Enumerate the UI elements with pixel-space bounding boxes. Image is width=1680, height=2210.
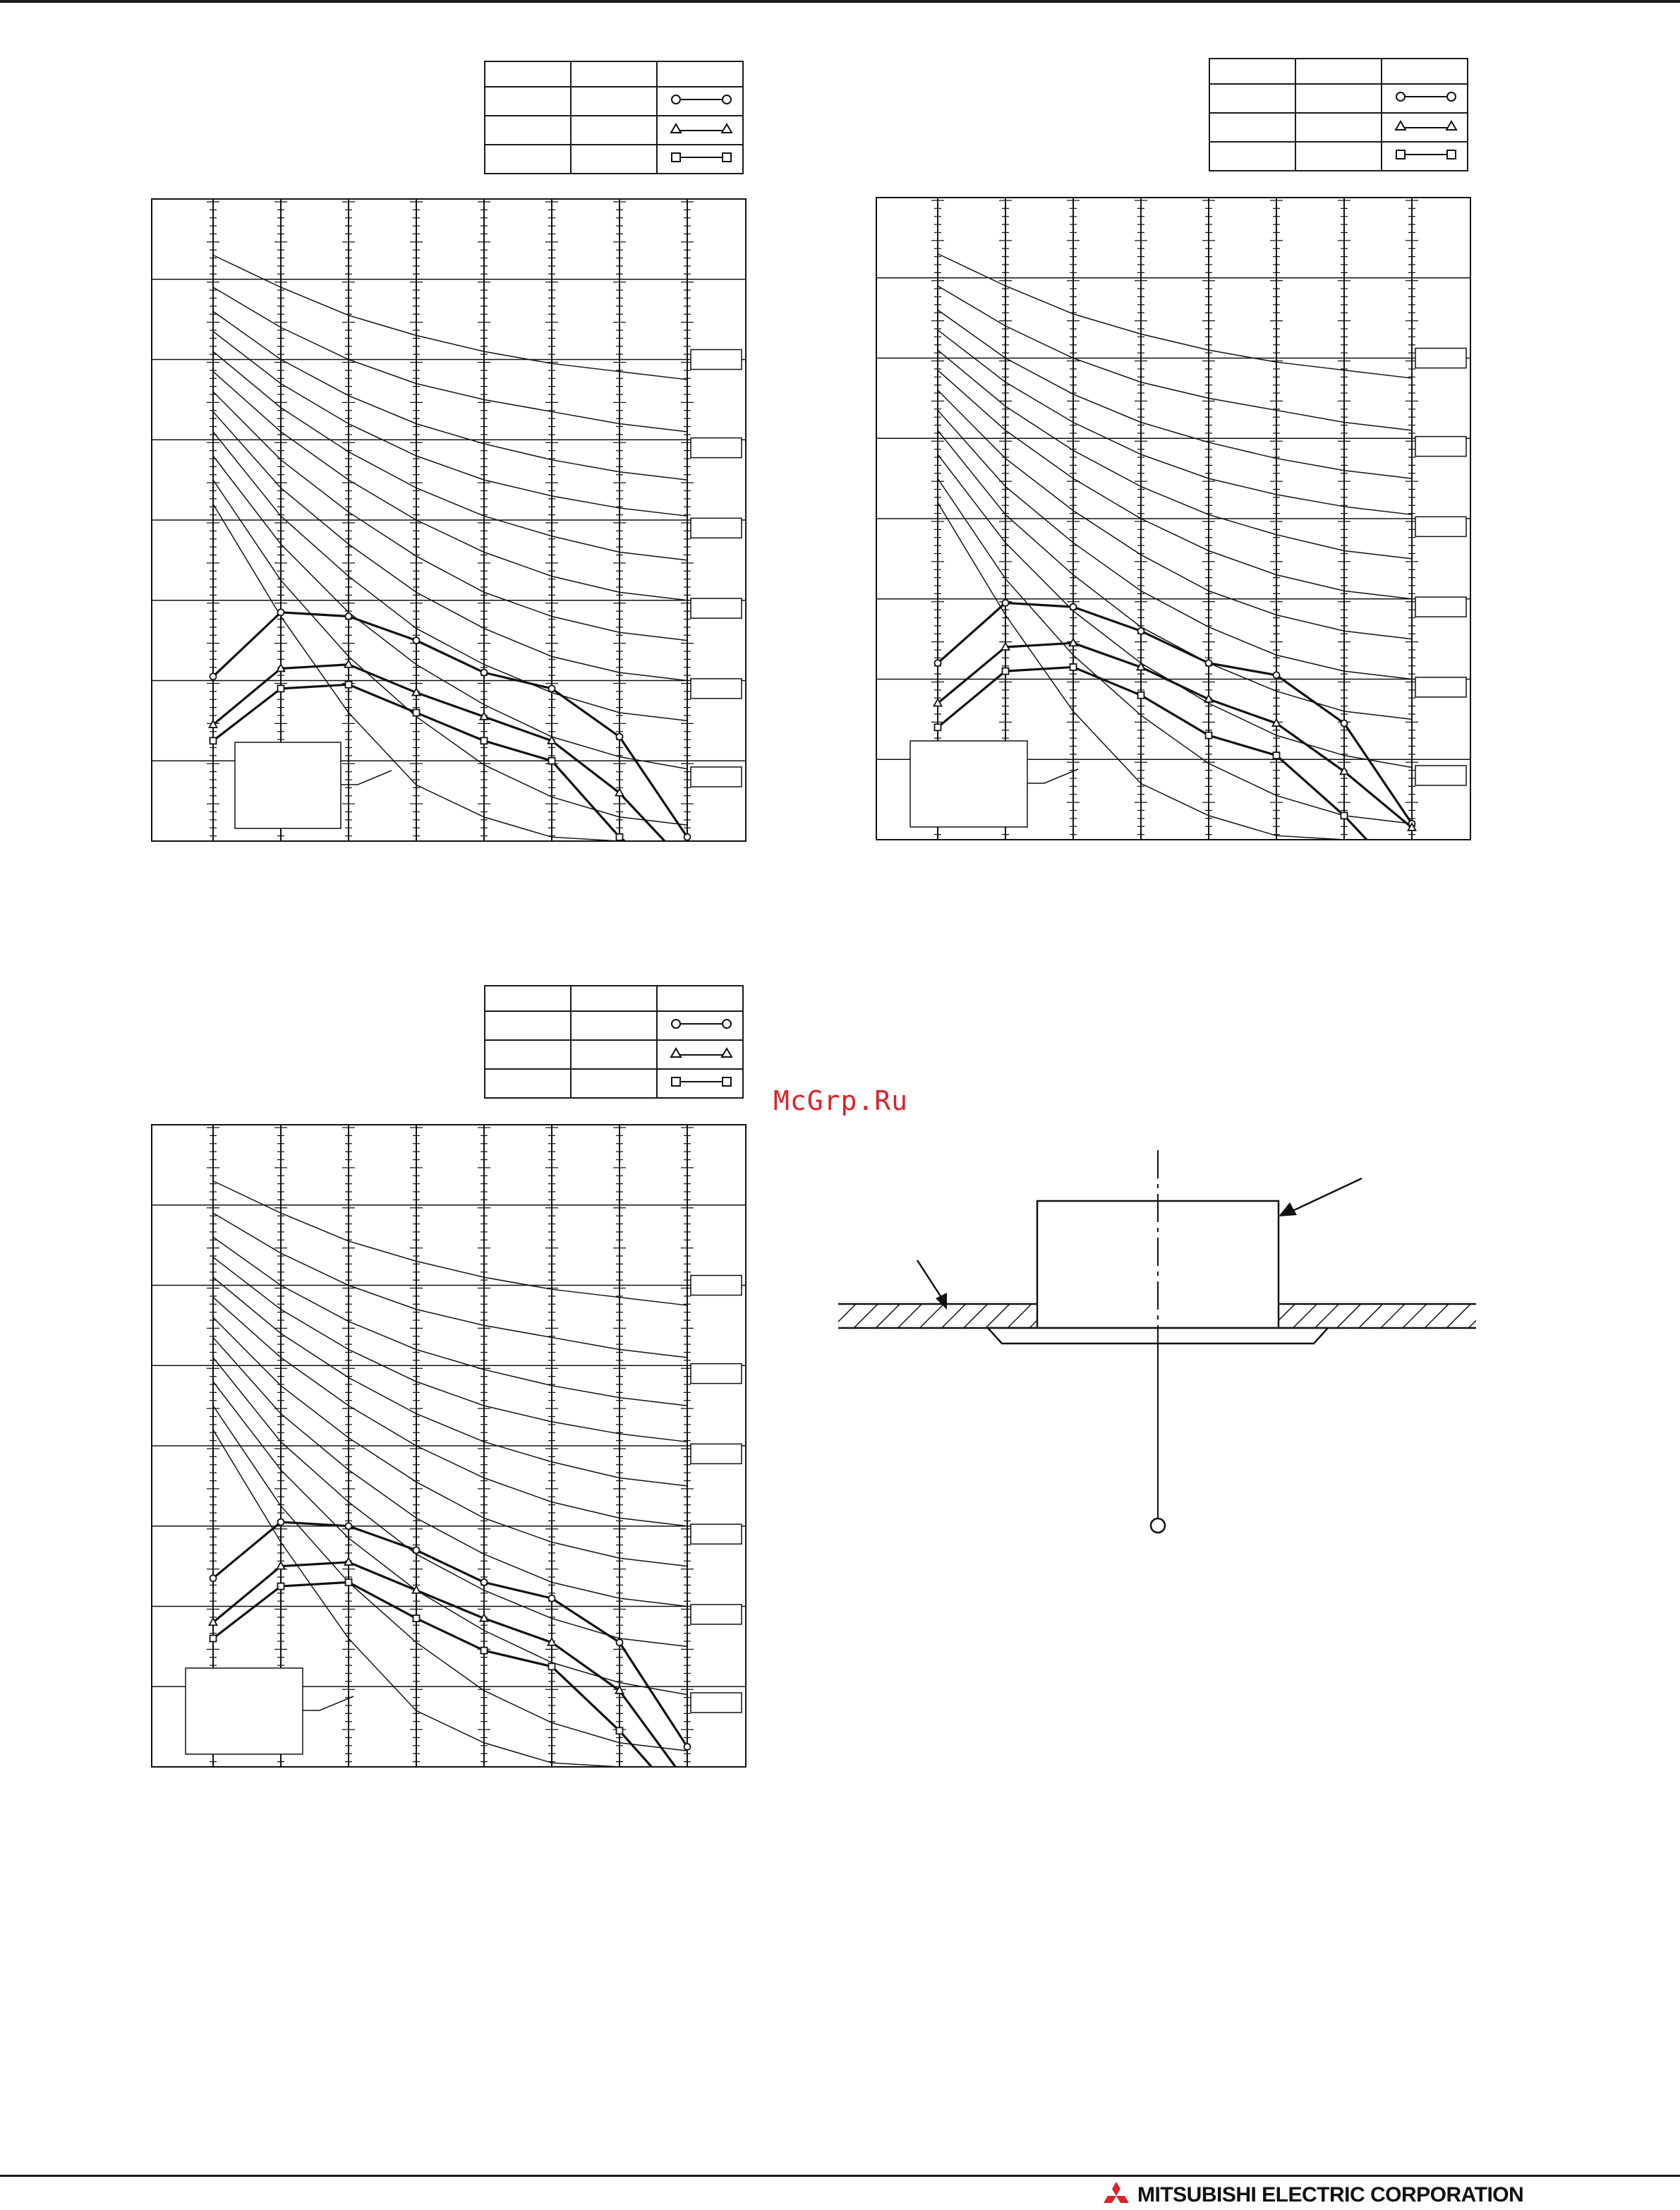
data-point-circle [481, 1579, 488, 1586]
data-point-square [617, 1727, 623, 1734]
data-point-square [935, 724, 941, 730]
watermark: McGrp.Ru [773, 1085, 909, 1116]
data-point-square [278, 685, 284, 692]
data-point-circle [278, 1519, 284, 1526]
triangle-marker-icon [1382, 114, 1467, 138]
data-point-square [346, 1579, 352, 1586]
callout-box [235, 742, 341, 828]
data-point-circle [413, 1547, 420, 1553]
curve-label-box [1415, 437, 1466, 457]
circle-marker-icon [658, 1012, 742, 1036]
installation-diagram [833, 1129, 1496, 1538]
data-point-circle [684, 834, 691, 840]
legend-table-top-left [484, 61, 744, 174]
ceiling-right [1279, 1304, 1476, 1328]
data-point-square [1070, 664, 1077, 670]
legend-table-bottom-left [484, 985, 744, 1099]
data-point-circle [617, 734, 623, 740]
data-point-circle [1341, 720, 1348, 727]
data-point-square [481, 737, 488, 744]
data-point-square [549, 1663, 555, 1669]
chart-top-right [876, 198, 1470, 840]
curve-label-box [691, 1605, 742, 1624]
arrow-to-unit [1279, 1178, 1362, 1216]
callout-box [910, 741, 1027, 827]
data-point-circle [1274, 672, 1280, 678]
triangle-marker-icon [658, 116, 742, 140]
callout-box [186, 1668, 303, 1754]
curve-label-box [691, 679, 742, 699]
data-point-circle [481, 670, 488, 676]
data-point-circle [1138, 628, 1144, 634]
chart-bottom-left [152, 1125, 746, 1767]
data-point-square [1341, 812, 1348, 819]
curve-label-box [691, 1693, 742, 1713]
data-point-square [210, 737, 217, 744]
data-point-circle [210, 1575, 217, 1581]
data-point-circle [1003, 600, 1009, 606]
data-point-square [1003, 668, 1009, 675]
square-marker-icon [1382, 143, 1467, 167]
square-marker-icon [658, 1070, 742, 1094]
curve-label-box [691, 518, 742, 538]
curve-label-box [1415, 597, 1466, 617]
company-name: MITSUBISHI ELECTRIC CORPORATION [1137, 2183, 1524, 2206]
data-point-circle [346, 613, 352, 620]
data-point-square [210, 1636, 217, 1642]
data-point-circle [346, 1523, 352, 1529]
legend-table-top-right [1209, 58, 1468, 171]
circle-marker-icon [658, 87, 742, 111]
curve-label-box [1415, 517, 1466, 536]
curve-label-box [1415, 677, 1466, 697]
footer-brand [1101, 2182, 1523, 2209]
data-point-square [1206, 732, 1212, 739]
data-point-circle [1070, 604, 1077, 610]
triangle-marker-icon [658, 1041, 742, 1065]
data-point-circle [278, 609, 284, 615]
curve-label-box [1415, 766, 1466, 785]
curve-label-box [691, 438, 742, 458]
data-point-square [278, 1583, 284, 1590]
data-point-square [346, 682, 352, 688]
data-point-circle [935, 660, 941, 666]
data-point-square [1138, 692, 1144, 699]
data-point-circle [617, 1639, 623, 1646]
measurement-point [1151, 1518, 1165, 1533]
data-point-square [549, 758, 555, 764]
square-marker-icon [658, 145, 742, 169]
data-point-square [413, 1615, 420, 1622]
curve-label-box [691, 1524, 742, 1544]
three-diamonds-icon [1101, 2182, 1132, 2209]
data-point-circle [549, 685, 555, 692]
data-point-square [481, 1648, 488, 1654]
data-point-circle [1206, 660, 1212, 666]
curve-label-box [1415, 349, 1466, 368]
curve-label-box [691, 1444, 742, 1463]
curve-label-box [691, 767, 742, 787]
data-point-circle [413, 637, 420, 644]
curve-label-box [691, 1364, 742, 1384]
ceiling-left [838, 1304, 1043, 1328]
data-point-square [413, 710, 420, 716]
chart-top-left [152, 199, 746, 841]
circle-marker-icon [1382, 85, 1467, 109]
curve-label-box [691, 1276, 742, 1296]
data-point-square [1274, 752, 1280, 759]
curve-label-box [691, 350, 742, 370]
top-rule [0, 0, 1680, 3]
data-point-circle [549, 1595, 555, 1602]
bottom-rule [0, 2175, 1680, 2177]
arrow-to-ceiling [917, 1260, 947, 1310]
data-point-circle [210, 673, 217, 680]
data-point-square [617, 834, 623, 840]
curve-label-box [691, 598, 742, 618]
data-point-circle [684, 1744, 691, 1750]
